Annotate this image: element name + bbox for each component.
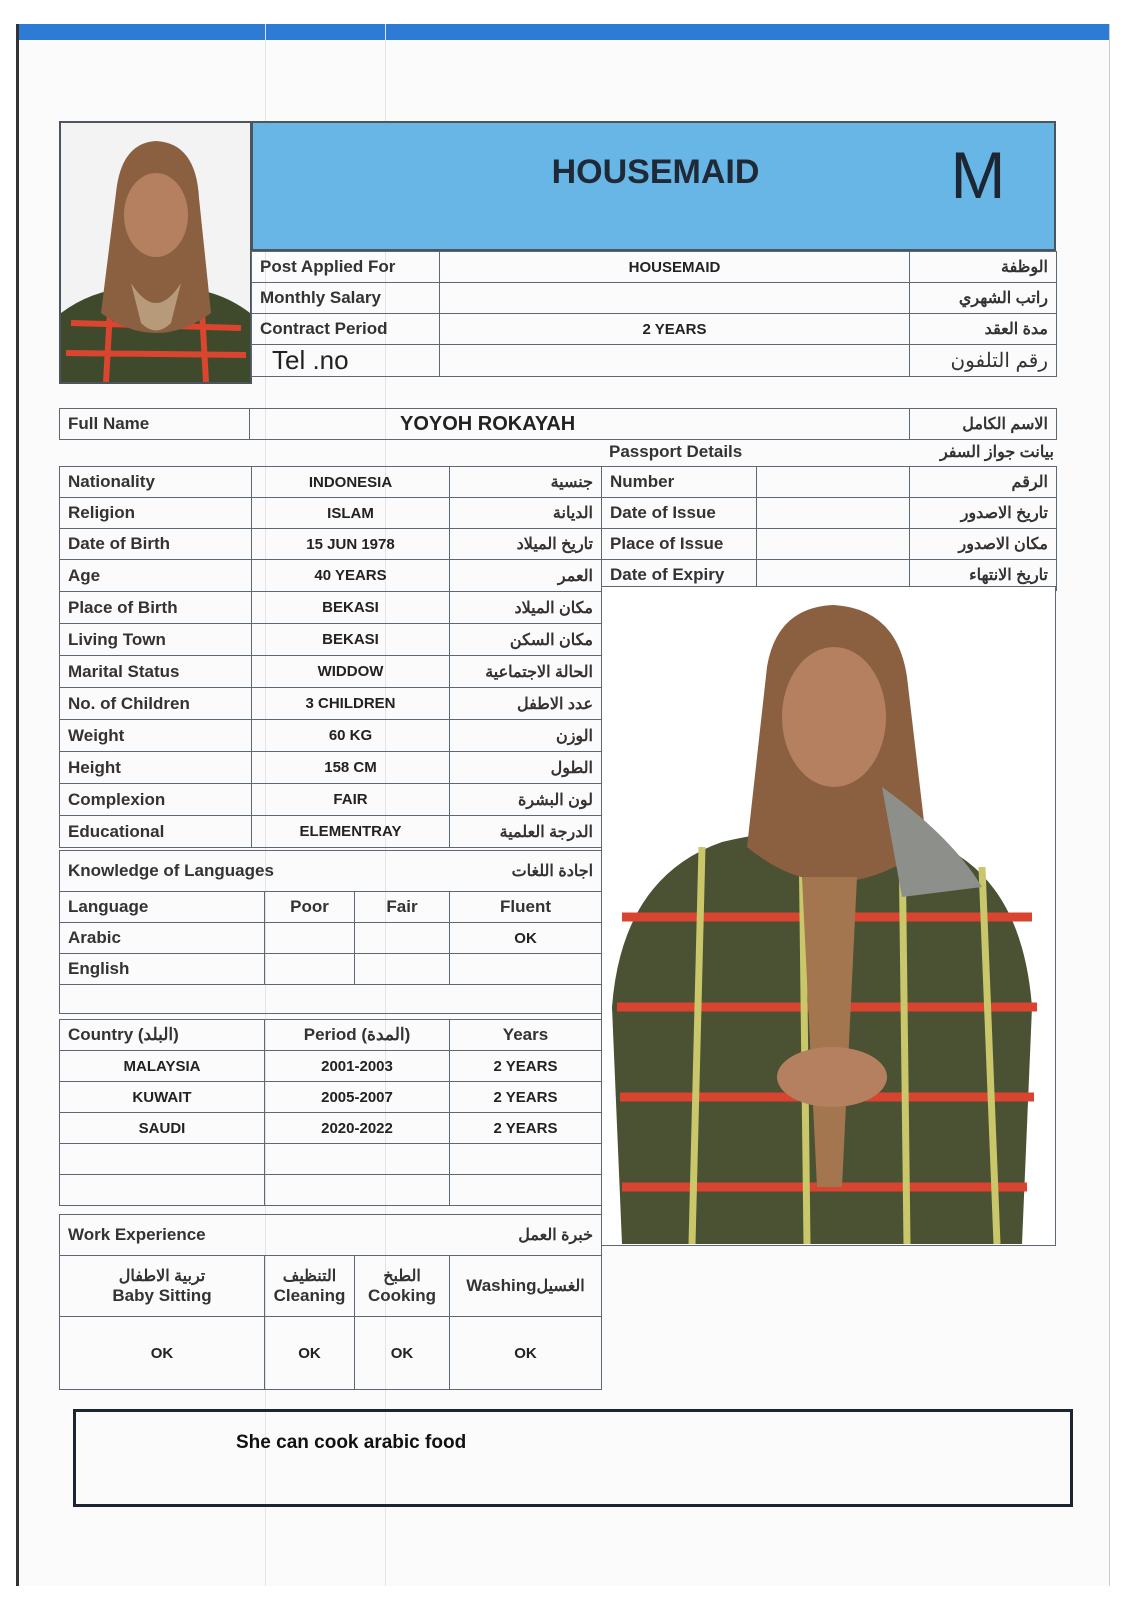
post-label-ar: الوظفة xyxy=(910,252,1057,283)
contract-label: Contract Period xyxy=(252,314,440,345)
languages-title: Knowledge of Languages xyxy=(60,851,450,892)
skill-label-ar: الغسيل xyxy=(536,1278,585,1295)
personal-label-ar: الطول xyxy=(450,752,602,784)
experience-row xyxy=(60,1175,602,1206)
experience-header-row xyxy=(60,1020,602,1051)
experience-period xyxy=(265,1144,450,1175)
personal-details-table xyxy=(59,466,602,848)
passport-title-ar: بيانت جواز السفر xyxy=(939,444,1054,461)
language-row xyxy=(60,954,602,985)
skills-header-row xyxy=(60,1256,602,1317)
post-value: HOUSEMAID xyxy=(440,252,910,283)
personal-label: Complexion xyxy=(60,784,252,816)
language-name: English xyxy=(60,954,265,985)
personal-row xyxy=(60,529,602,560)
skill-cooking xyxy=(355,1256,450,1317)
full-name-label: Full Name xyxy=(60,409,250,440)
post-row xyxy=(252,283,1057,314)
language-fluent xyxy=(450,954,602,985)
experience-period xyxy=(265,1175,450,1206)
languages-col-language: Language xyxy=(60,892,265,923)
personal-value: 60 KG xyxy=(252,720,450,752)
skill-baby-sitting xyxy=(60,1256,265,1317)
experience-country xyxy=(60,1144,265,1175)
experience-years: 2 YEARS xyxy=(450,1082,602,1113)
passport-number-value xyxy=(757,467,910,498)
experience-col-years: Years xyxy=(450,1020,602,1051)
skill-value: OK xyxy=(450,1317,602,1390)
personal-label-ar: تاريخ الميلاد xyxy=(450,529,602,560)
experience-country: SAUDI xyxy=(60,1113,265,1144)
personal-row xyxy=(60,592,602,624)
agency-logo-letter: M xyxy=(950,138,1006,212)
spacer-row xyxy=(60,985,602,1014)
experience-col-country: Country (البلد) xyxy=(60,1020,265,1051)
personal-value: BEKASI xyxy=(252,624,450,656)
skill-label-ar: تربية الاطفال xyxy=(118,1268,206,1285)
personal-value: INDONESIA xyxy=(252,467,450,498)
personal-label: Educational xyxy=(60,816,252,848)
personal-label-ar: مكان الميلاد xyxy=(450,592,602,624)
languages-header-row xyxy=(60,892,602,923)
personal-label-ar: عدد الاطفل xyxy=(450,688,602,720)
skill-value: OK xyxy=(355,1317,450,1390)
language-fluent: OK xyxy=(450,923,602,954)
languages-col-fluent: Fluent xyxy=(450,892,602,923)
salary-value xyxy=(440,283,910,314)
passport-number-label: Number xyxy=(602,467,757,498)
personal-row xyxy=(60,467,602,498)
skill-value: OK xyxy=(60,1317,265,1390)
work-title-row xyxy=(60,1215,602,1256)
personal-label-ar: جنسية xyxy=(450,467,602,498)
personal-label: Date of Birth xyxy=(60,529,252,560)
tel-value xyxy=(440,345,910,377)
tel-label: Tel .no xyxy=(252,345,440,377)
experience-years: 2 YEARS xyxy=(450,1051,602,1082)
personal-label: Marital Status xyxy=(60,656,252,688)
applicant-portrait-small xyxy=(59,121,252,384)
personal-row xyxy=(60,720,602,752)
header-banner xyxy=(251,121,1056,251)
experience-row xyxy=(60,1113,602,1144)
personal-label: Place of Birth xyxy=(60,592,252,624)
personal-row xyxy=(60,816,602,848)
personal-row xyxy=(60,498,602,529)
remarks-text: She can cook arabic food xyxy=(236,1432,467,1453)
personal-row xyxy=(60,784,602,816)
personal-value: WIDDOW xyxy=(252,656,450,688)
languages-title-row xyxy=(60,851,602,892)
personal-value: ISLAM xyxy=(252,498,450,529)
personal-row xyxy=(60,560,602,592)
work-title-ar: خبرة العمل xyxy=(450,1215,602,1256)
personal-label: Living Town xyxy=(60,624,252,656)
personal-value: 40 YEARS xyxy=(252,560,450,592)
languages-col-poor: Poor xyxy=(265,892,355,923)
language-row xyxy=(60,923,602,954)
skill-label: Baby Sitting xyxy=(112,1286,212,1305)
issue-date-label-ar: تاريخ الاصدور xyxy=(910,498,1057,529)
personal-label-ar: الدرجة العلمية xyxy=(450,816,602,848)
language-poor xyxy=(265,923,355,954)
passport-table xyxy=(601,466,1057,591)
languages-table xyxy=(59,850,602,1014)
personal-row xyxy=(60,656,602,688)
language-name: Arabic xyxy=(60,923,265,954)
skill-label: Washing xyxy=(466,1276,537,1295)
personal-label: Age xyxy=(60,560,252,592)
language-poor xyxy=(265,954,355,985)
skill-washing xyxy=(450,1256,602,1317)
personal-row xyxy=(60,624,602,656)
passport-number-label-ar: الرقم xyxy=(910,467,1057,498)
salary-label-ar: راتب الشهري xyxy=(910,283,1057,314)
post-details-table xyxy=(251,251,1057,377)
experience-country xyxy=(60,1175,265,1206)
personal-label-ar: لون البشرة xyxy=(450,784,602,816)
remarks-box xyxy=(73,1409,1073,1507)
expiry-date-label-ar: تاريخ الانتهاء xyxy=(910,560,1057,591)
personal-label: Religion xyxy=(60,498,252,529)
personal-value: 3 CHILDREN xyxy=(252,688,450,720)
personal-value: FAIR xyxy=(252,784,450,816)
experience-row xyxy=(60,1082,602,1113)
post-row xyxy=(252,252,1057,283)
personal-label: No. of Children xyxy=(60,688,252,720)
languages-title-ar: اجادة اللغات xyxy=(450,851,602,892)
experience-country: KUWAIT xyxy=(60,1082,265,1113)
personal-row xyxy=(60,752,602,784)
personal-value: ELEMENTRAY xyxy=(252,816,450,848)
experience-row xyxy=(60,1144,602,1175)
skill-label: Cooking xyxy=(368,1286,436,1305)
skill-label-ar: الطبخ xyxy=(383,1268,421,1285)
expiry-date-label: Date of Expiry xyxy=(602,560,757,591)
experience-years xyxy=(450,1144,602,1175)
personal-label-ar: العمر xyxy=(450,560,602,592)
personal-value: 15 JUN 1978 xyxy=(252,529,450,560)
post-row xyxy=(252,345,1057,377)
skill-value: OK xyxy=(265,1317,355,1390)
full-name-table xyxy=(59,408,1057,440)
issue-place-value xyxy=(757,529,910,560)
experience-period: 2005-2007 xyxy=(265,1082,450,1113)
skill-label: Cleaning xyxy=(273,1286,346,1305)
skill-cleaning xyxy=(265,1256,355,1317)
language-fair xyxy=(355,954,450,985)
post-label: Post Applied For xyxy=(252,252,440,283)
full-name-value: YOYOH ROKAYAH xyxy=(250,409,910,440)
skill-label-ar: التنظيف xyxy=(282,1268,337,1285)
personal-label: Height xyxy=(60,752,252,784)
contract-value: 2 YEARS xyxy=(440,314,910,345)
personal-label-ar: مكان السكن xyxy=(450,624,602,656)
personal-label: Weight xyxy=(60,720,252,752)
full-name-label-ar: الاسم الكامل xyxy=(910,409,1057,440)
applicant-photo-full xyxy=(601,586,1056,1246)
top-accent-bar xyxy=(19,24,1109,40)
personal-row xyxy=(60,688,602,720)
salary-label: Monthly Salary xyxy=(252,283,440,314)
experience-row xyxy=(60,1051,602,1082)
experience-country: MALAYSIA xyxy=(60,1051,265,1082)
personal-label-ar: الحالة الاجتماعية xyxy=(450,656,602,688)
experience-years xyxy=(450,1175,602,1206)
cv-page xyxy=(16,24,1110,1586)
skills-value-row xyxy=(60,1317,602,1390)
personal-label: Nationality xyxy=(60,467,252,498)
post-row xyxy=(252,314,1057,345)
experience-table xyxy=(59,1019,602,1206)
personal-label-ar: الديانة xyxy=(450,498,602,529)
personal-value: 158 CM xyxy=(252,752,450,784)
issue-place-label: Place of Issue xyxy=(602,529,757,560)
personal-value: BEKASI xyxy=(252,592,450,624)
experience-period: 2001-2003 xyxy=(265,1051,450,1082)
personal-label-ar: الوزن xyxy=(450,720,602,752)
work-title: Work Experience xyxy=(60,1215,450,1256)
languages-col-fair: Fair xyxy=(355,892,450,923)
document-title: HOUSEMAID xyxy=(551,153,760,191)
tel-label-ar: رقم التلفون xyxy=(910,345,1057,377)
experience-col-period: Period (المدة) xyxy=(265,1020,450,1051)
language-fair xyxy=(355,923,450,954)
issue-date-value xyxy=(757,498,910,529)
issue-place-label-ar: مكان الاصدور xyxy=(910,529,1057,560)
experience-years: 2 YEARS xyxy=(450,1113,602,1144)
passport-title: Passport Details xyxy=(609,442,743,461)
work-experience-table xyxy=(59,1214,602,1390)
experience-period: 2020-2022 xyxy=(265,1113,450,1144)
contract-label-ar: مدة العقد xyxy=(910,314,1057,345)
issue-date-label: Date of Issue xyxy=(602,498,757,529)
